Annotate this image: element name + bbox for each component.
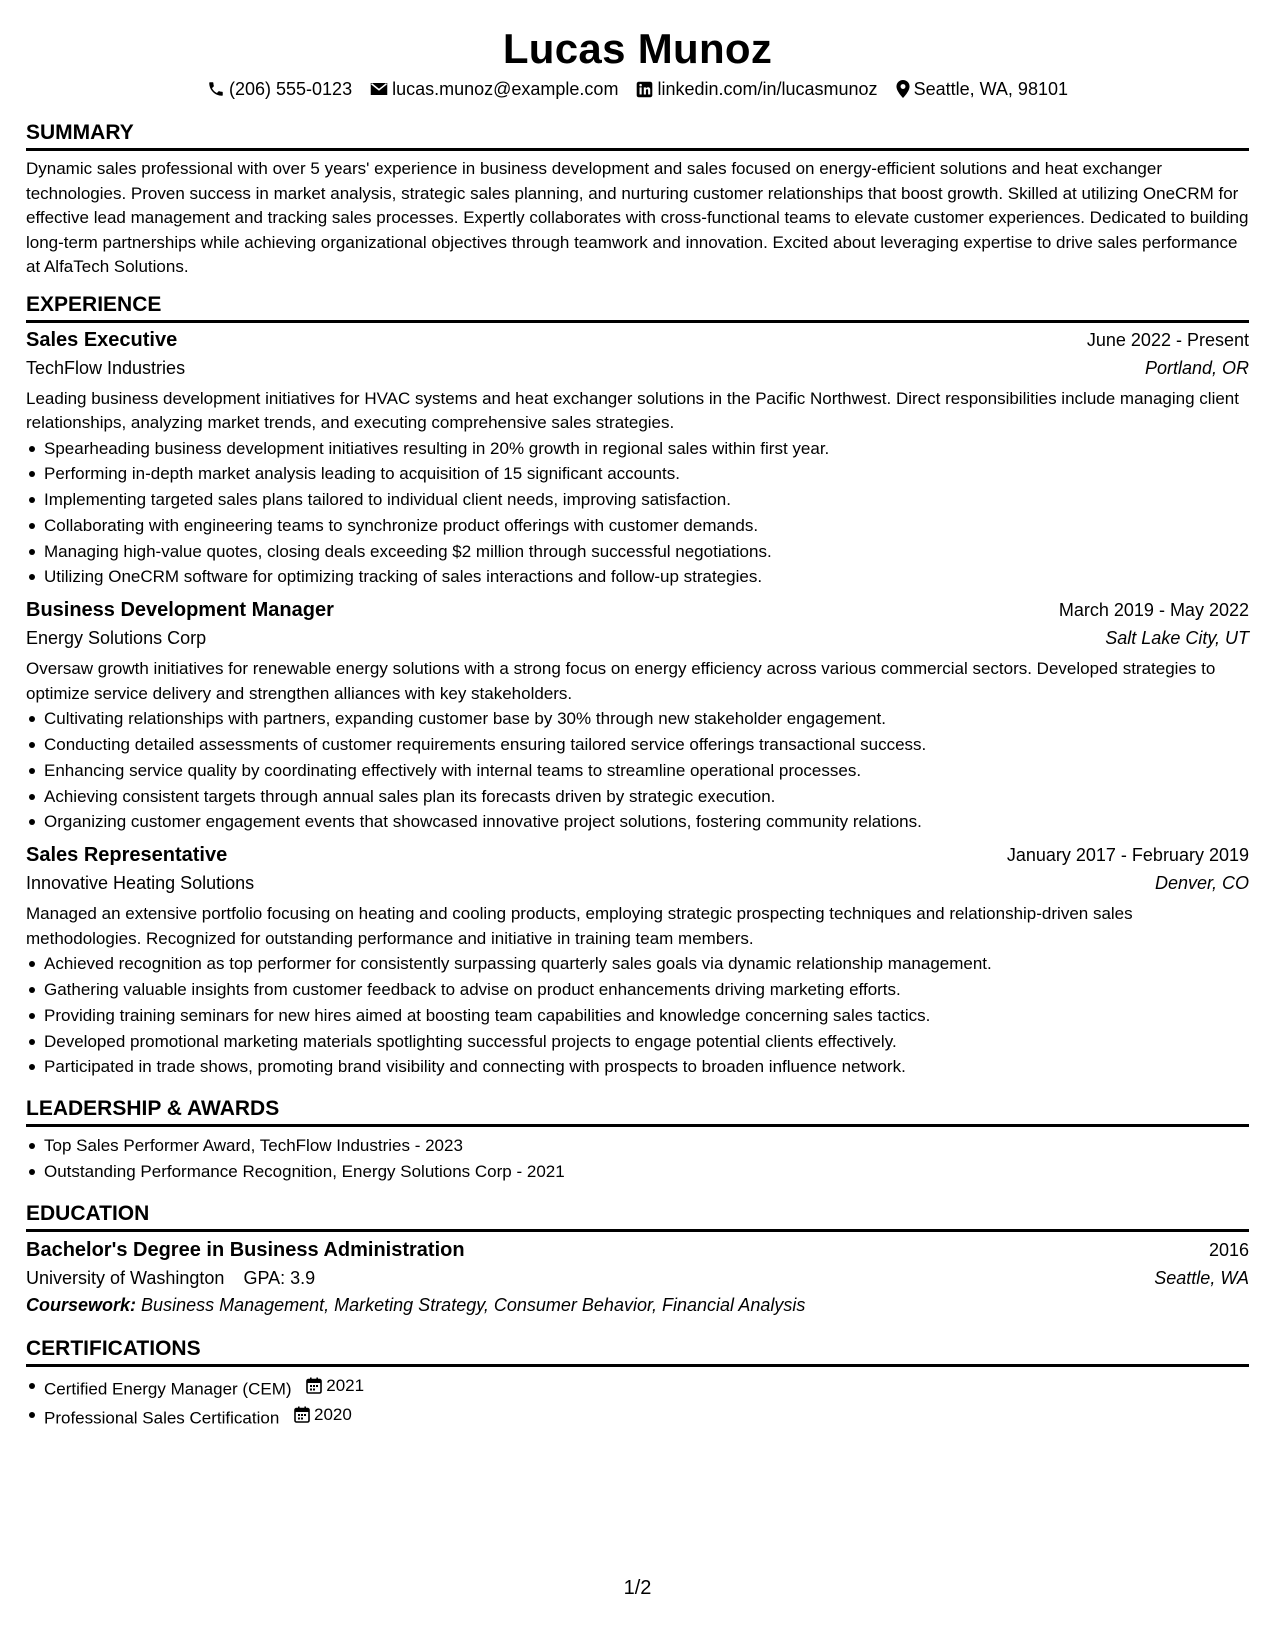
job-description: Leading business development initiatives for HVAC systems and heat exchanger solutions in the Pacific Northwest. Direct responsibilities include managing client relationships, analyzing market trends, and executing comprehensive sales strategies. (26, 388, 1239, 432)
list-item: Achieving consistent targets through annual sales plan its forecasts driven by strategic execution. (44, 784, 1249, 810)
job-title: Business Development Manager (26, 599, 334, 622)
list-item: Utilizing OneCRM software for optimizing tracking of sales interactions and follow-up strategies. (44, 564, 1249, 590)
summary-text: Dynamic sales professional with over 5 years' experience in business development and sales focused on energy-efficient solutions and heat exchanger technologies. Proven success in market analysis, strategic sales planning, and nurturing customer relationships that boost growth. Skilled at utilizing OneCRM for effective lead management and tracking sales processes. Expertly collaborates with cross-functional teams to elevate customer experiences. Dedicated to building long-term partnerships while achieving organizational objectives through teamwork and innovation. Excited about leveraging expertise to drive sales performance at AlfaTech Solutions. (26, 159, 1249, 276)
list-item: Providing training seminars for new hires aimed at boosting team capabilities and knowledge concerning sales tactics. (44, 1003, 1249, 1029)
job-subheader (26, 358, 1249, 379)
job-entry (26, 599, 1249, 835)
education-header (26, 1239, 1249, 1262)
list-item: Outstanding Performance Recognition, Energy Solutions Corp - 2021 (44, 1159, 1249, 1185)
certifications-list (26, 1373, 1249, 1431)
contact-phone[interactable] (207, 79, 352, 100)
contact-linkedin[interactable] (636, 79, 877, 100)
cert-year: 2020 (314, 1405, 352, 1425)
map-pin-icon (896, 80, 910, 98)
list-item: Collaborating with engineering teams to synchronize product offerings with customer demands. (44, 513, 1249, 539)
education-heading: EDUCATION (26, 1201, 1249, 1232)
education-section (26, 1201, 1249, 1316)
awards-list (26, 1133, 1249, 1185)
school-location: Seattle, WA (1154, 1267, 1249, 1288)
cert-date (306, 1373, 364, 1399)
school-name: University of Washington (26, 1267, 225, 1288)
list-item: Top Sales Performer Award, TechFlow Industries - 2023 (44, 1133, 1249, 1159)
list-item: Participated in trade shows, promoting brand visibility and connecting with prospects to broaden influence network. (44, 1054, 1249, 1080)
cert-name: Professional Sales Certification (44, 1408, 280, 1428)
job-header (26, 844, 1249, 867)
graduation-year: 2016 (1208, 1239, 1249, 1260)
experience-section (26, 292, 1249, 1081)
list-item: Enhancing service quality by coordinating effectively with internal teams to streamline operational processes. (44, 758, 1249, 784)
cert-year: 2021 (326, 1375, 365, 1395)
job-bullets (26, 951, 1249, 1080)
experience-heading: EXPERIENCE (26, 292, 1249, 323)
job-bullets (26, 706, 1249, 835)
degree-title: Bachelor's Degree in Business Administration (26, 1238, 465, 1261)
job-dates: March 2019 - May 2022 (1058, 600, 1249, 621)
certifications-section (26, 1336, 1249, 1431)
job-header (26, 329, 1249, 352)
school-line (26, 1268, 315, 1289)
list-item: Developed promotional marketing materials spotlighting successful projects to engage potential clients effectively. (44, 1029, 1249, 1055)
location-text: Seattle, WA, 98101 (913, 78, 1068, 99)
job-description: Oversaw growth initiatives for renewable energy solutions with a strong focus on energy efficiency across various commercial sectors. Developed strategies to optimize service delivery and strengthen alliances with key stakeholders. (26, 659, 1216, 703)
education-subheader (26, 1268, 1249, 1289)
coursework-line (26, 1295, 1249, 1316)
list-item: Managing high-value quotes, closing deals exceeding $2 million through successful negotiations. (44, 539, 1249, 565)
contact-bar (26, 76, 1249, 102)
list-item: Organizing customer engagement events that showcased innovative project solutions, fostering community relations. (44, 809, 1249, 835)
leadership-section (26, 1096, 1249, 1185)
list-item: Conducting detailed assessments of customer requirements ensuring tailored service offerings transactional success. (44, 732, 1249, 758)
contact-location (896, 79, 1068, 100)
job-title: Sales Representative (26, 844, 228, 867)
list-item: Spearheading business development initiatives resulting in 20% growth in regional sales within first year. (44, 436, 1249, 462)
job-title: Sales Executive (26, 328, 178, 351)
job-location: Denver, CO (1154, 873, 1249, 894)
envelope-icon (370, 82, 388, 96)
job-location: Salt Lake City, UT (1105, 628, 1249, 649)
phone-text: (206) 555-0123 (228, 78, 353, 99)
list-item: Gathering valuable insights from customer feedback to advise on product enhancements driving marketing efforts. (44, 977, 1249, 1003)
job-description: Managed an extensive portfolio focusing on heating and cooling products, employing strategic prospecting techniques and relationship-driven sales methodologies. Recognized for outstanding performance and initiative in training team members. (26, 904, 1133, 948)
linkedin-text: linkedin.com/in/lucasmunoz (657, 78, 878, 99)
page-number: 1/2 (623, 1577, 652, 1599)
job-entry (26, 844, 1249, 1080)
calendar-icon (306, 1377, 322, 1394)
linkedin-icon (636, 81, 653, 98)
list-item: Achieved recognition as top performer for consistently surpassing quarterly sales goals via dynamic relationship management. (44, 951, 1249, 977)
calendar-icon (294, 1406, 310, 1423)
job-bullets (26, 436, 1249, 591)
gpa: GPA: 3.9 (243, 1267, 316, 1288)
cert-date (294, 1402, 352, 1428)
job-dates: June 2022 - Present (1086, 329, 1249, 350)
candidate-name: Lucas Munoz (502, 25, 773, 72)
certifications-heading: CERTIFICATIONS (26, 1336, 1249, 1367)
job-company: Energy Solutions Corp (26, 628, 207, 649)
job-dates: January 2017 - February 2019 (1006, 845, 1249, 866)
contact-email[interactable] (370, 79, 618, 100)
list-item (44, 1402, 1249, 1431)
email-text: lucas.munoz@example.com (392, 78, 619, 99)
coursework-label: Coursework: (26, 1294, 137, 1315)
summary-heading: SUMMARY (26, 120, 1249, 151)
summary-section (26, 120, 1249, 280)
list-item (44, 1373, 1249, 1402)
job-company: TechFlow Industries (26, 357, 186, 378)
list-item: Performing in-depth market analysis leading to acquisition of 15 significant accounts. (44, 461, 1249, 487)
coursework-text: Business Management, Marketing Strategy, Consumer Behavior, Financial Analysis (141, 1294, 806, 1315)
list-item: Cultivating relationships with partners, expanding customer base by 30% through new stakeholder engagement. (44, 706, 1249, 732)
job-entry (26, 329, 1249, 591)
cert-name: Certified Energy Manager (CEM) (44, 1379, 292, 1399)
resume-page (26, 0, 1249, 1431)
phone-icon (207, 80, 225, 98)
list-item: Implementing targeted sales plans tailored to individual client needs, improving satisfaction. (44, 487, 1249, 513)
leadership-heading: LEADERSHIP & AWARDS (26, 1096, 1249, 1127)
job-location: Portland, OR (1144, 357, 1249, 378)
job-subheader (26, 628, 1249, 649)
job-subheader (26, 873, 1249, 894)
job-company: Innovative Heating Solutions (26, 873, 255, 894)
job-header (26, 599, 1249, 622)
